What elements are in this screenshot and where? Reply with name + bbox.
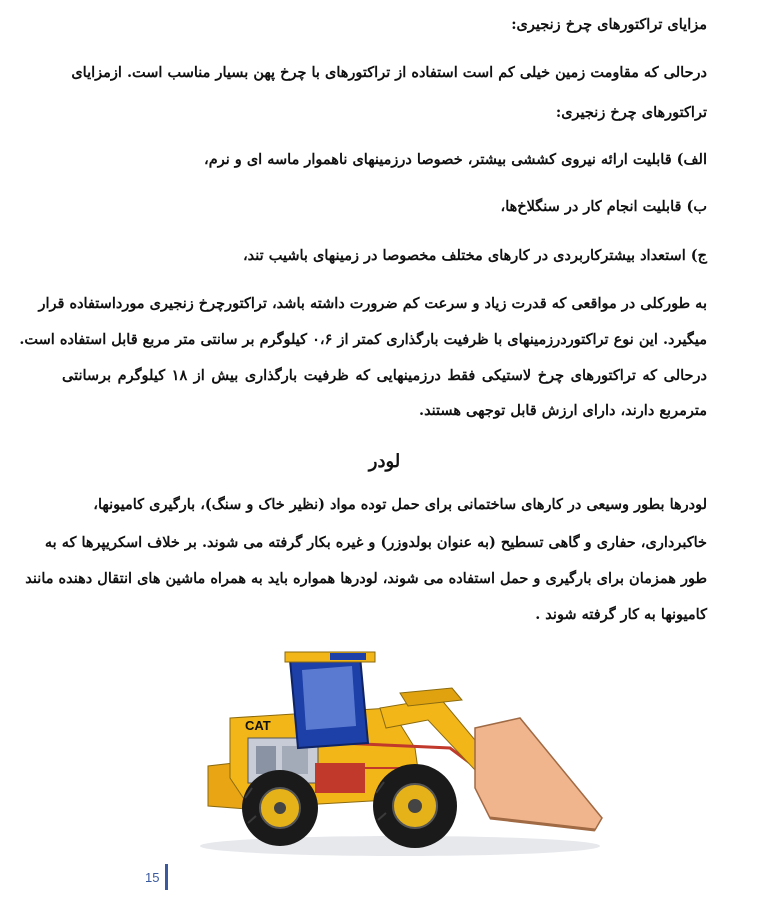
paragraph-line: طور همزمان برای بارگیری و حمل استفاده می شوند، لودرها همواره باید به همراه ماشین های انتقال دهنده مانند xyxy=(25,570,707,587)
paragraph-line: خاکبرداری، حفاری و گاهی تسطیح (به عنوان بولدوزر) و غیره بکار گرفته می شوند. بر خلاف اسکریپرها که به xyxy=(44,534,707,551)
list-item-c: ج) استعداد بیشترکاربردی در کارهای مختلف مخصوصا در زمینهای باشیب تند، xyxy=(242,247,707,264)
list-item-a: الف) قابلیت ارائه نیروی کششی بیشتر، خصوصا درزمینهای ناهموار ماسه ای و نرم، xyxy=(204,151,707,168)
paragraph-line: درحالی که تراکتورهای چرخ لاستیکی فقط درزمینهایی که ظرفیت بارگذاری بیش از ۱۸ کیلوگرم برسانتی xyxy=(62,367,707,384)
heading-loader: لودر xyxy=(368,451,401,472)
paragraph-line: مترمربع دارند، دارای ارزش قابل توجهی هستند. xyxy=(419,402,707,419)
paragraph-line: لودرها بطور وسیعی در کارهای ساختمانی برای حمل توده مواد (نظیر خاک و سنگ)، بارگیری کامیونها، xyxy=(93,496,707,513)
section-title-crawler-advantages: مزایای تراکتورهای چرخ زنجیری: xyxy=(511,16,707,33)
list-item-b: ب) قابلیت انجام کار در سنگلاخ‌ها، xyxy=(500,198,707,215)
page-number-label: 15 xyxy=(145,869,160,885)
paragraph-line: به طورکلی در مواقعی که قدرت زیاد و سرعت کم ضرورت داشته باشد، تراکتورچرخ زنجیری مورداستفاده قرار xyxy=(38,295,707,312)
wheel-loader-illustration-icon xyxy=(190,648,610,858)
paragraph-line: درحالی که مقاومت زمین خیلی کم است استفاده از تراکتورهای با چرخ پهن بسیار مناسب است. ازمزایای xyxy=(71,64,707,81)
page-number xyxy=(145,864,168,890)
paragraph-line: میگیرد. این نوع تراکتوردرزمینهای با ظرفیت بارگذاری کمتر از ۰،۶ کیلوگرم بر سانتی متر مربع قابل استفاده است. xyxy=(19,331,707,348)
cat-logo: CAT xyxy=(245,718,271,733)
paragraph-line: کامیونها به کار گرفته شوند . xyxy=(535,606,707,623)
page-number-bar xyxy=(165,864,168,890)
paragraph-line: تراکتورهای چرخ زنجیری: xyxy=(555,104,707,121)
